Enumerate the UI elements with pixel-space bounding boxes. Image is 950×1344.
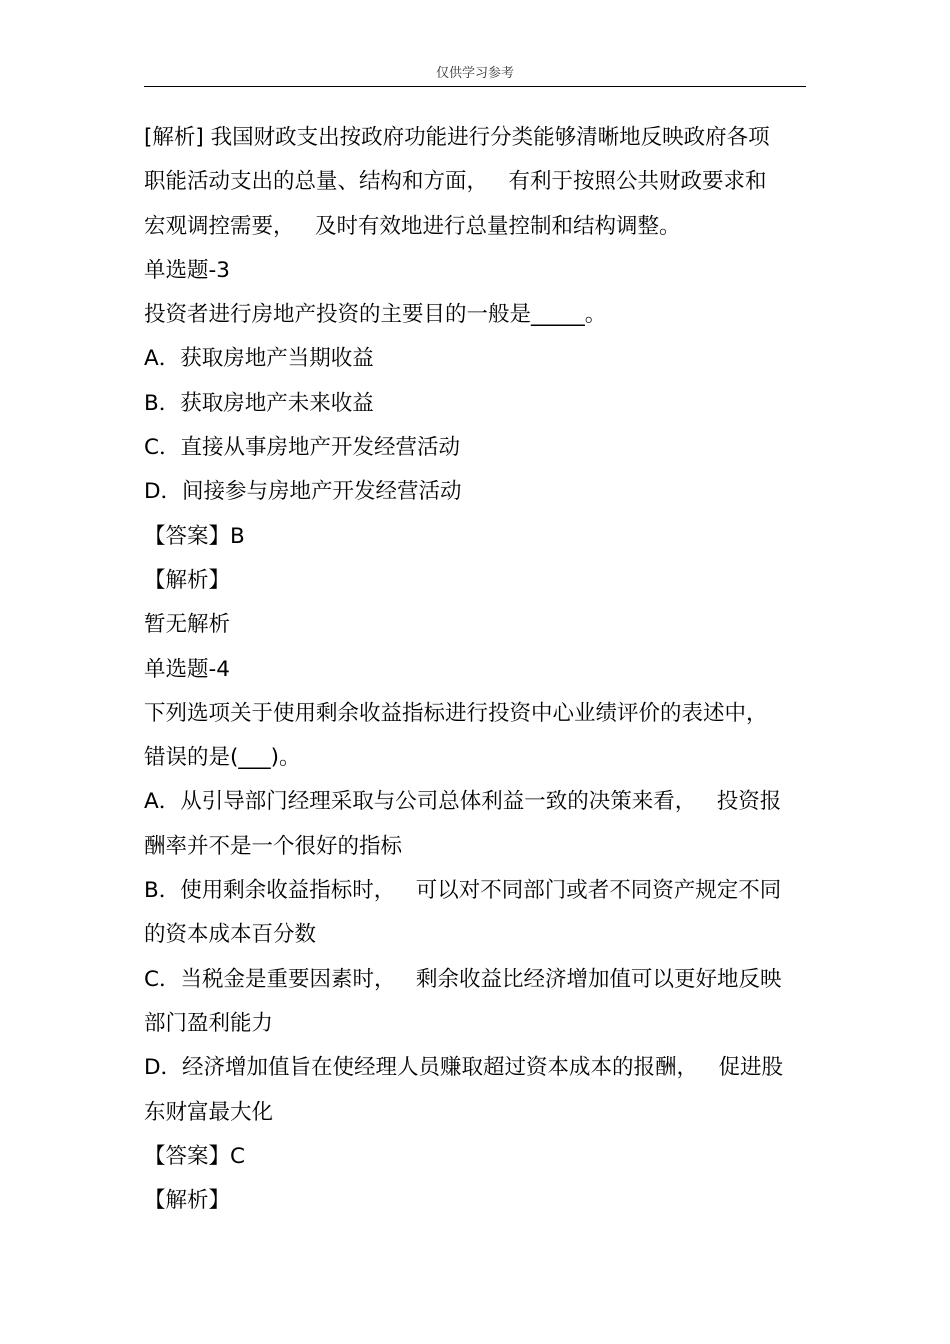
question-3-option-d: D．间接参与房地产开发经营活动 — [144, 479, 462, 505]
question-3-analysis-label: 【解析】 — [144, 567, 231, 593]
question-heading-3: 单选题-3 — [144, 257, 230, 283]
question-3-option-c: C．直接从事房地产开发经营活动 — [144, 435, 461, 461]
question-4-stem-line-2: 错误的是(___)。 — [144, 745, 301, 771]
question-4-option-c-line-1: C．当税金是重要因素时， 剩余收益比经济增加值可以更好地反映 — [144, 966, 782, 992]
question-4-option-b-line-1: B．使用剩余收益指标时， 可以对不同部门或者不同资产规定不同 — [144, 878, 782, 904]
question-3-answer: 【答案】B — [144, 523, 245, 549]
question-3-option-b: B．获取房地产未来收益 — [144, 390, 374, 416]
question-4-option-b-line-2: 的资本成本百分数 — [144, 922, 317, 948]
question-4-stem-line-1: 下列选项关于使用剩余收益指标进行投资中心业绩评价的表述中， — [144, 700, 768, 726]
analysis-text-line-1: [解析] 我国财政支出按政府功能进行分类能够清晰地反映政府各项 — [144, 125, 770, 150]
analysis-text-line-2: 职能活动支出的总量、结构和方面， 有利于按照公共财政要求和 — [144, 169, 767, 195]
question-4-analysis-label: 【解析】 — [144, 1188, 231, 1214]
question-3-option-a: A．获取房地产当期收益 — [144, 346, 374, 372]
question-4-option-a-line-2: 酬率并不是一个很好的指标 — [144, 833, 403, 859]
question-3-stem: 投资者进行房地产投资的主要目的一般是_____。 — [144, 302, 607, 328]
header-text: 仅供学习参考 — [435, 66, 514, 81]
document-body — [144, 116, 808, 1223]
question-4-option-c-line-2: 部门盈利能力 — [144, 1010, 274, 1036]
question-3-analysis-text: 暂无解析 — [144, 612, 231, 638]
question-4-option-d-line-1: D．经济增加值旨在使经理人员赚取超过资本成本的报酬， 促进股 — [144, 1055, 784, 1081]
page-header — [144, 66, 806, 87]
question-4-answer: 【答案】C — [144, 1143, 246, 1169]
question-4-option-d-line-2: 东财富最大化 — [144, 1099, 274, 1125]
question-4-option-a-line-1: A．从引导部门经理采取与公司总体利益一致的决策来看， 投资报 — [144, 789, 782, 815]
analysis-text-line-3: 宏观调控需要， 及时有效地进行总量控制和结构调整。 — [144, 213, 681, 239]
question-heading-4: 单选题-4 — [144, 656, 230, 682]
